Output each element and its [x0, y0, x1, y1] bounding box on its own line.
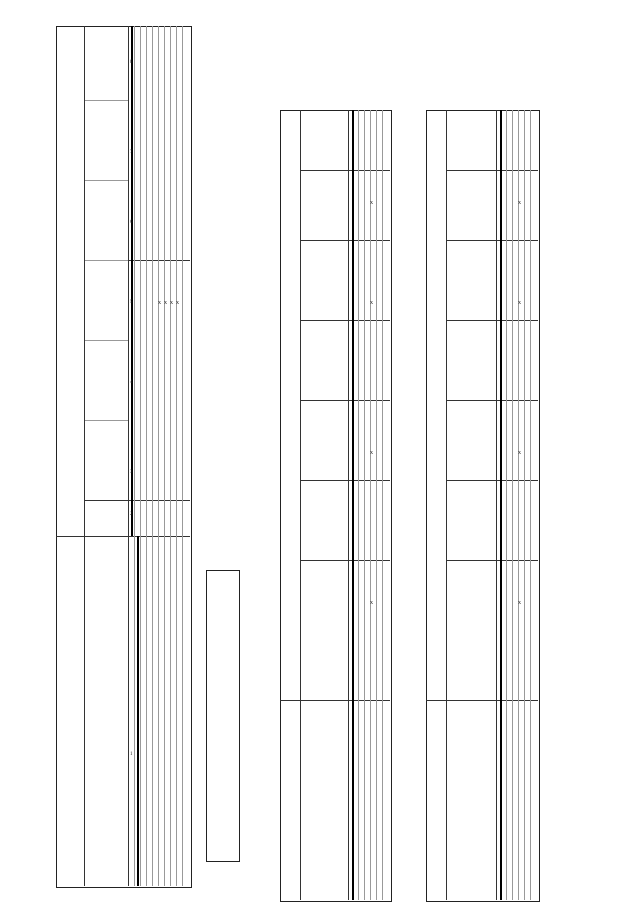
x-mark: x — [370, 200, 373, 206]
col-num: 7 — [130, 150, 133, 155]
section-heading-2 — [198, 570, 206, 900]
col-num: 4 — [130, 380, 133, 385]
x-mark: x — [370, 450, 373, 456]
x-mark: x — [370, 300, 373, 306]
col-num: 8 — [130, 60, 133, 65]
col-num: 2 — [130, 512, 133, 517]
x-mark: x — [518, 600, 521, 606]
section-heading-1 — [46, 700, 54, 900]
col-num: 1 — [130, 752, 133, 757]
col-num: 5 — [130, 300, 133, 305]
section-heading-4 — [396, 110, 418, 900]
x-mark: x — [518, 450, 521, 456]
x-mark: x — [518, 300, 521, 306]
x-mark: x — [158, 300, 161, 306]
section-heading-3 — [252, 110, 274, 900]
col-num: 6 — [130, 220, 133, 225]
col-num: 3 — [130, 470, 133, 475]
x-mark: x — [164, 300, 167, 306]
formula — [212, 600, 234, 830]
x-mark: x — [176, 300, 179, 306]
table-1 — [56, 26, 192, 888]
x-mark: x — [170, 300, 173, 306]
x-mark: x — [518, 200, 521, 206]
table-3 — [426, 110, 540, 902]
x-mark: x — [370, 600, 373, 606]
form-code — [612, 10, 630, 120]
